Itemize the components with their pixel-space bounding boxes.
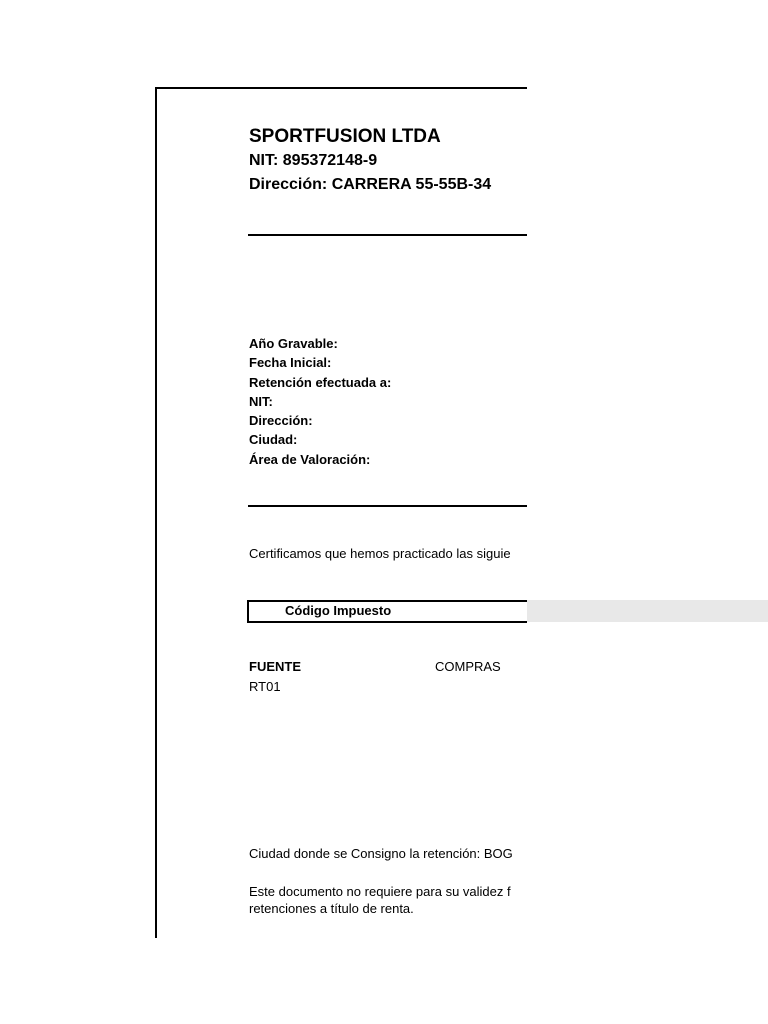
company-address: Dirección: CARRERA 55-55B-34 — [249, 176, 492, 193]
footer-validity-line-1: Este documento no requiere para su validez f — [249, 884, 511, 899]
field-label-valuation-area: Área de Valoración: — [249, 451, 371, 467]
row-code: RT01 — [249, 679, 281, 694]
company-nit: NIT: 895372148-9 — [249, 152, 378, 169]
field-label-withheld-to: Retención efectuada a: — [249, 374, 392, 390]
footer-city-line: Ciudad donde se Consigno la retención: BOG — [249, 846, 513, 861]
footer-validity-line-2: retenciones a título de renta. — [249, 901, 414, 916]
divider-middle — [248, 505, 527, 507]
field-label-city: Ciudad: — [249, 432, 298, 448]
certify-statement: Certificamos que hemos practicado las siguie — [249, 546, 511, 561]
row-type: FUENTE — [249, 659, 301, 674]
field-label-nit: NIT: — [249, 393, 273, 409]
field-label-address: Dirección: — [249, 413, 313, 429]
company-name: SPORTFUSION LTDA — [249, 126, 441, 147]
table-header-tax-code: Código Impuesto — [285, 603, 392, 618]
divider-top — [248, 234, 527, 236]
table-header-box — [247, 600, 527, 623]
certificate-fields — [249, 334, 391, 469]
field-label-start-date: Fecha Inicial: — [249, 355, 332, 371]
document-content — [157, 89, 527, 938]
row-concept: COMPRAS — [435, 659, 501, 674]
field-label-tax-year: Año Gravable: — [249, 336, 338, 351]
